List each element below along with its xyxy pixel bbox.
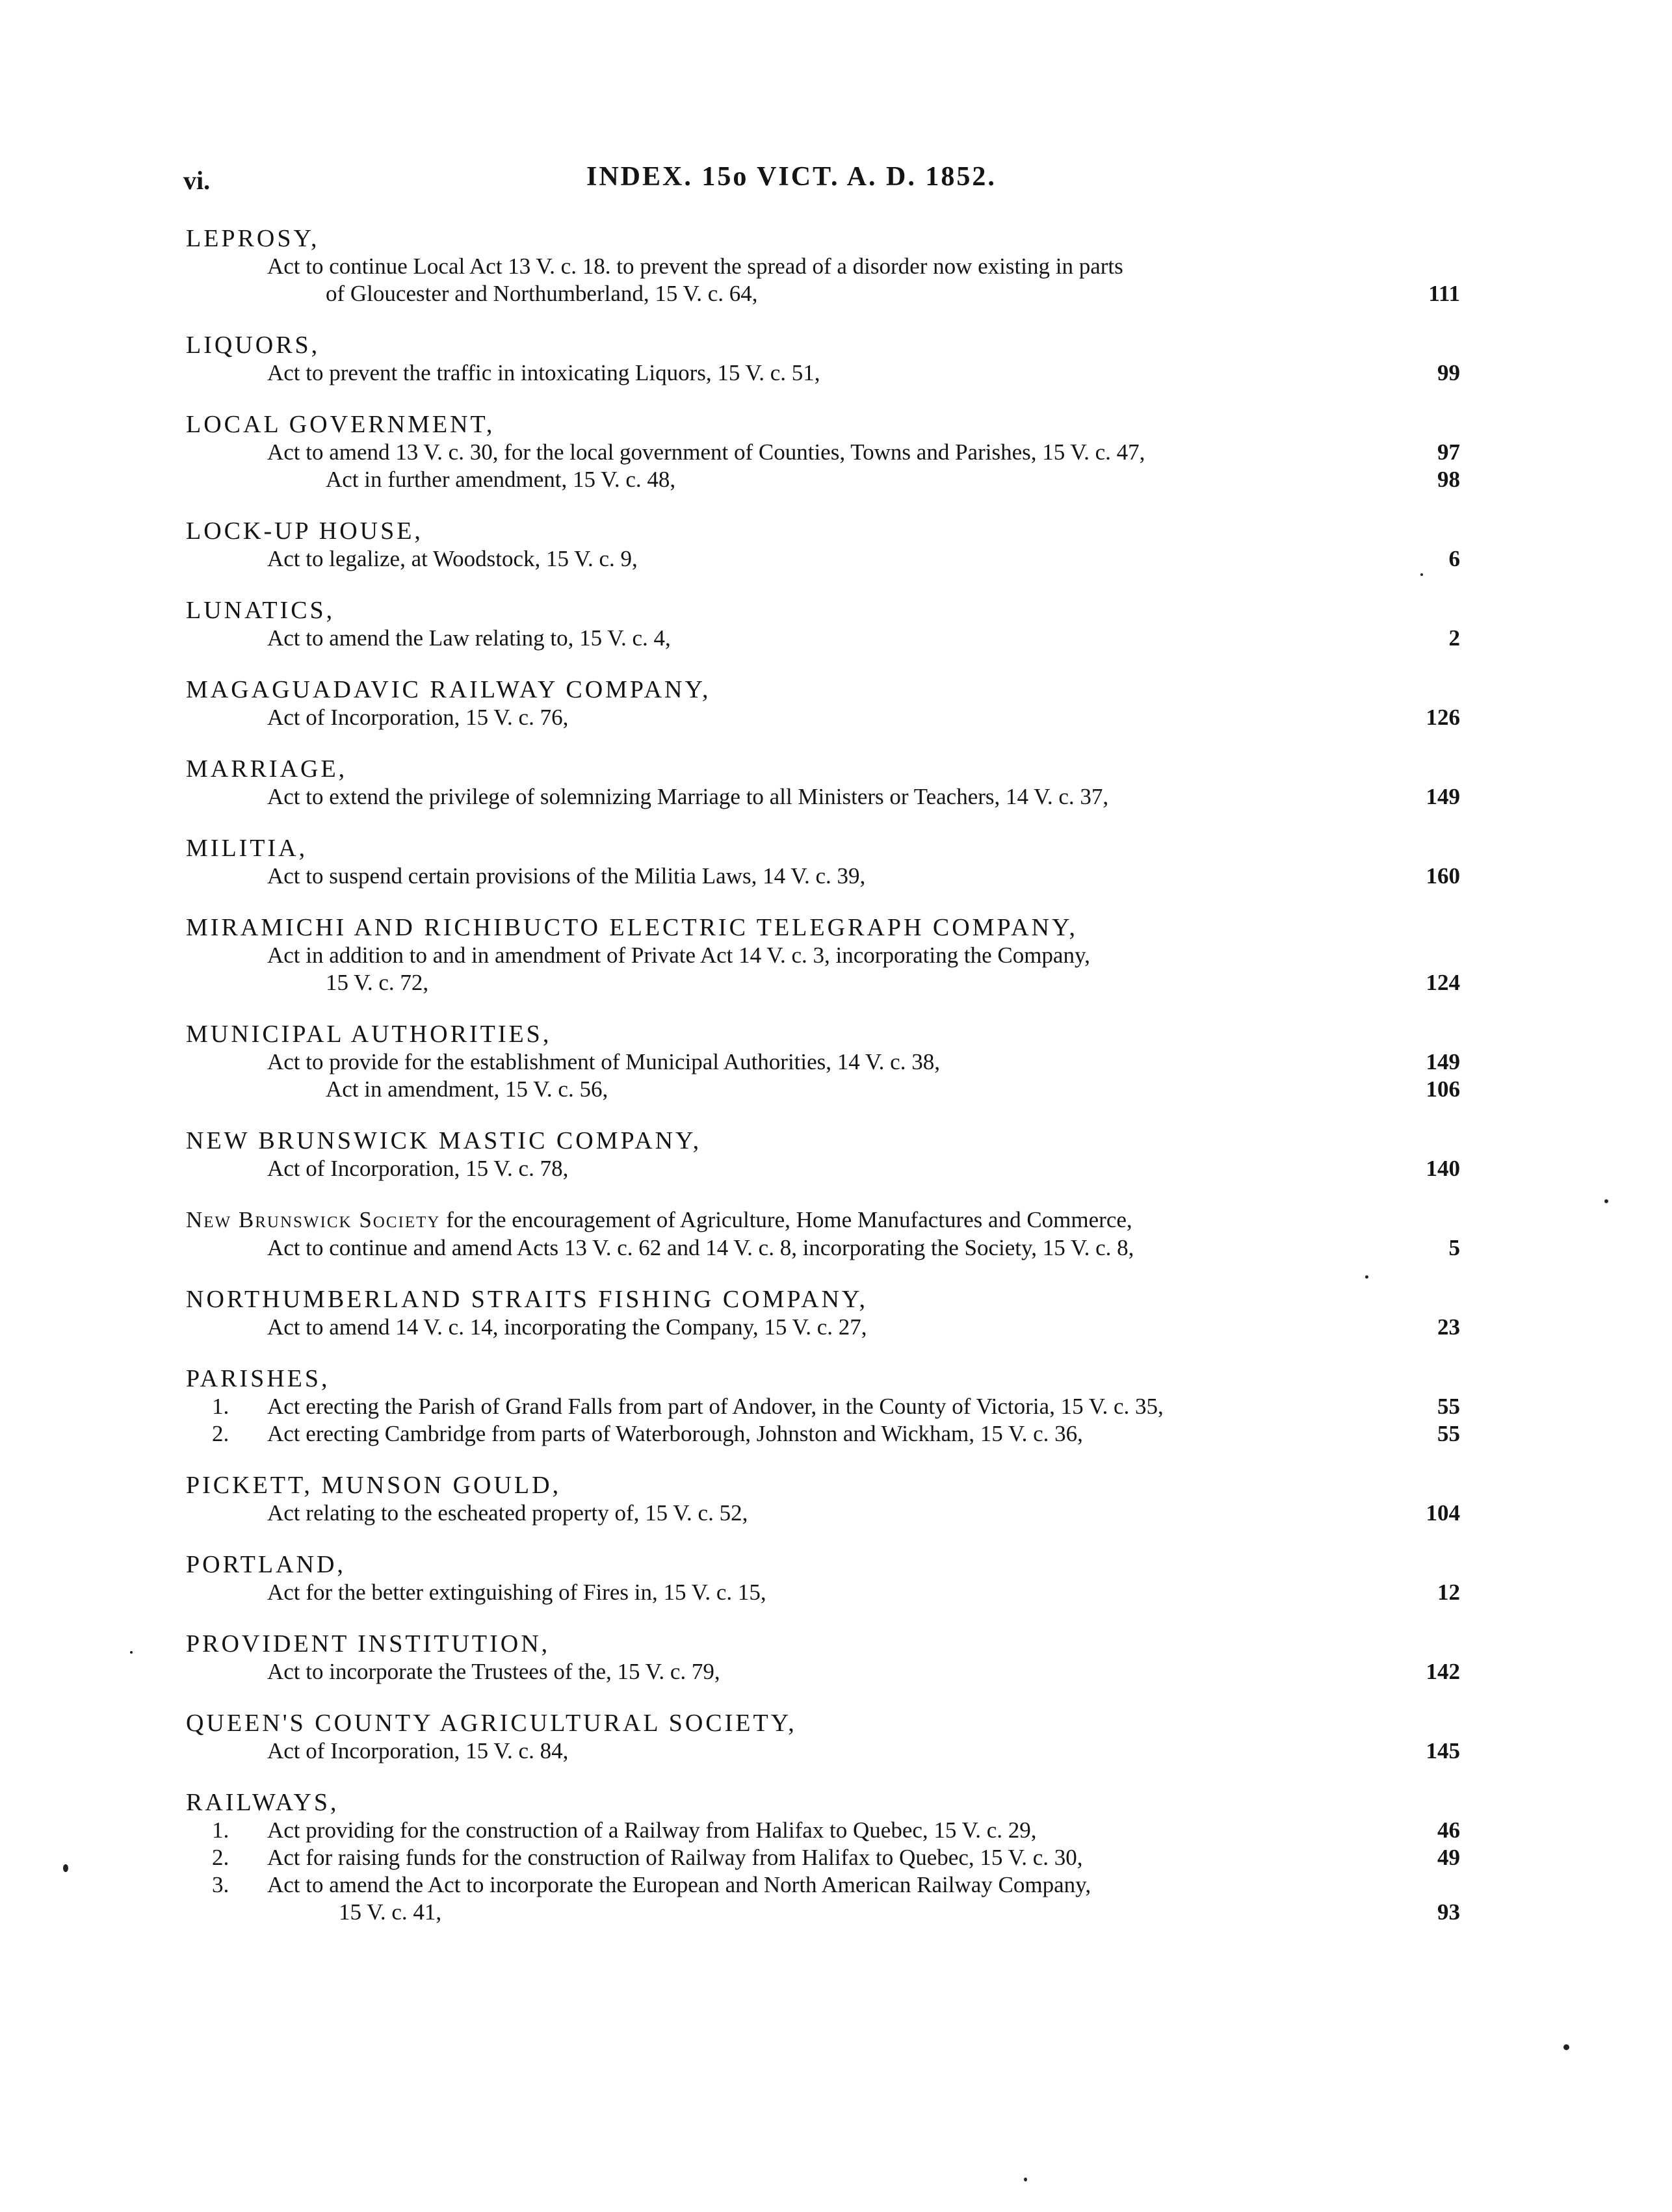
page-number: 149 [1426,784,1460,809]
entry-line [186,1579,1460,1606]
page-number: 149 [1426,1049,1460,1074]
entry-heading: NEW BRUNSWICK MASTIC COMPANY, [186,1127,702,1154]
entry-line-text: 15 V. c. 72, [326,970,429,995]
page-number: 106 [1426,1076,1460,1102]
entry-heading: MILITIA, [186,835,308,862]
entry-line-text: Act of Incorporation, 15 V. c. 76, [267,705,569,730]
entry-line [186,1076,1460,1103]
entry-line-text: Act relating to the escheated property of, 15 V. c. 52, [267,1500,748,1526]
index-entry [186,675,1460,731]
entry-line-text: Act in amendment, 15 V. c. 56, [326,1076,608,1102]
entry-line [186,1658,1460,1685]
entry-line-text: Act to prevent the traffic in intoxicating Liquors, 15 V. c. 51, [267,360,820,385]
entry-heading: PROVIDENT INSTITUTION, [186,1630,551,1658]
page-number: 104 [1426,1500,1460,1526]
page-number: 111 [1428,281,1460,306]
entry-heading: MARRIAGE, [186,755,348,783]
entry-line [186,253,1460,280]
entry-line-text: Act of Incorporation, 15 V. c. 78, [267,1156,569,1181]
page-number: 145 [1426,1738,1460,1763]
entry-heading: MAGAGUADAVIC RAILWAY COMPANY, [186,676,711,703]
page-number: 2 [1448,625,1460,651]
entry-line-number: 2. [212,1421,229,1446]
entry-line [186,704,1460,731]
entry-line-number: 3. [212,1872,229,1897]
entry-line-text: Act to suspend certain provisions of the Militia Laws, 14 V. c. 39, [267,863,866,889]
entry-line-text: Act erecting Cambridge from parts of Waterborough, Johnston and Wickham, 15 V. c. 36, [267,1421,1083,1446]
page-number: 49 [1437,1845,1460,1870]
entry-line [186,1500,1460,1527]
page-number: 97 [1437,439,1460,465]
entry-line-text: Act to continue and amend Acts 13 V. c. 62 and 14 V. c. 8, incorporating the Society, 15 V. c. 8, [267,1235,1134,1260]
entry-heading: PICKETT, MUNSON GOULD, [186,1472,562,1499]
index-entry [186,834,1460,890]
entry-line [186,863,1460,890]
page-number: 160 [1426,863,1460,889]
entry-heading: RAILWAYS, [186,1789,339,1816]
index-entry [186,1020,1460,1103]
page-number: 55 [1437,1394,1460,1419]
entry-heading-text: for the encouragement of Agriculture, Home Manufactures and Commerce, [446,1207,1132,1232]
entry-heading: PARISHES, [186,1365,330,1392]
index-entry [186,1364,1460,1448]
entry-line-text: Act to amend 14 V. c. 14, incorporating the Company, 15 V. c. 27, [267,1314,867,1340]
index-entries [186,224,1460,1949]
page-number: 55 [1437,1421,1460,1446]
entry-line [186,1817,1460,1844]
entry-line [186,1737,1460,1765]
scan-speck [1024,2178,1027,2181]
entry-line [186,625,1460,652]
page-header [183,161,1418,200]
entry-line [186,783,1460,811]
entry-heading: LIQUORS, [186,332,320,359]
index-entry [186,1126,1460,1182]
entry-line [186,1048,1460,1076]
entry-heading: LOCK-UP HOUSE, [186,517,423,545]
entry-line [186,545,1460,573]
page-number: 140 [1426,1156,1460,1181]
index-entry [186,224,1460,307]
entry-line-text: Act to legalize, at Woodstock, 15 V. c. 9, [267,546,638,571]
scan-speck [1604,1199,1608,1203]
entry-line [186,942,1460,969]
entry-line [186,439,1460,466]
entry-line [186,359,1460,387]
entry-line [186,1899,1460,1926]
entry-line-number: 1. [212,1817,229,1843]
page-number: 93 [1437,1899,1460,1925]
index-entry [186,1709,1460,1765]
entry-line-number: 2. [212,1845,229,1870]
entry-line [186,1155,1460,1182]
page-folio: vi. [183,166,211,195]
entry-line [186,1393,1460,1420]
entry-heading: LUNATICS, [186,597,335,624]
entry-line-text: Act of Incorporation, 15 V. c. 84, [267,1738,569,1763]
entry-heading: QUEEN'S COUNTY AGRICULTURAL SOCIETY, [186,1710,797,1737]
entry-line-text: Act to amend 13 V. c. 30, for the local government of Counties, Towns and Parishes, 15 V. c. 47, [267,439,1145,465]
entry-line-text: Act erecting the Parish of Grand Falls from part of Andover, in the County of Victoria, 15 V. c. 35, [267,1394,1164,1419]
page-number: 142 [1426,1659,1460,1684]
index-entry [186,913,1460,996]
entry-line-text: Act to amend the Law relating to, 15 V. c. 4, [267,625,671,651]
index-entry [186,410,1460,493]
scan-speck [1420,573,1423,576]
index-entry [186,1788,1460,1926]
entry-line-text: Act for the better extinguishing of Fires in, 15 V. c. 15, [267,1580,766,1605]
page-number: 5 [1448,1235,1460,1260]
entry-heading [186,1206,1460,1234]
entry-heading: NORTHUMBERLAND STRAITS FISHING COMPANY, [186,1286,868,1313]
index-entry [186,1630,1460,1685]
entry-line-text: Act providing for the construction of a Railway from Halifax to Quebec, 15 V. c. 29, [267,1817,1037,1843]
index-entry [186,596,1460,652]
page-number: 6 [1448,546,1460,571]
entry-line-text: Act to amend the Act to incorporate the European and North American Railway Company, [267,1872,1091,1897]
page-number: 12 [1437,1580,1460,1605]
entry-heading-prefix: New Brunswick Society [186,1207,441,1232]
entry-line-text: Act for raising funds for the construction of Railway from Halifax to Quebec, 15 V. c. 30, [267,1845,1083,1870]
entry-line-text: Act to extend the privilege of solemnizing Marriage to all Ministers or Teachers, 14 V. c. 37, [267,784,1109,809]
index-entry [186,331,1460,387]
entry-line-number: 1. [212,1394,229,1419]
index-entry [186,517,1460,573]
scan-speck [63,1864,68,1872]
entry-line [186,1844,1460,1871]
entry-line [186,280,1460,307]
entry-line [186,1420,1460,1448]
index-entry [186,1285,1460,1341]
entry-line-text: 15 V. c. 41, [339,1899,442,1925]
entry-line-text: Act to continue Local Act 13 V. c. 18. to prevent the spread of a disorder now existing in parts [267,254,1123,279]
page-number: 46 [1437,1817,1460,1843]
entry-line-text: Act in addition to and in amendment of Private Act 14 V. c. 3, incorporating the Company, [267,943,1090,968]
entry-line-text: Act to provide for the establishment of Municipal Authorities, 14 V. c. 38, [267,1049,940,1074]
entry-heading: PORTLAND, [186,1551,346,1578]
scan-speck [1563,2044,1569,2050]
running-title: INDEX. 15o VICT. A. D. 1852. [586,162,997,192]
entry-line-text: of Gloucester and Northumberland, 15 V. c. 64, [326,281,758,306]
index-entry [186,1550,1460,1606]
index-entry [186,755,1460,811]
entry-heading: LEPROSY, [186,225,320,252]
entry-line [186,466,1460,493]
entry-line [186,1314,1460,1341]
entry-heading: MUNICIPAL AUTHORITIES, [186,1021,552,1048]
entry-line-text: Act in further amendment, 15 V. c. 48, [326,467,676,492]
entry-heading: MIRAMICHI AND RICHIBUCTO ELECTRIC TELEGRAPH COMPANY, [186,914,1078,941]
page-number: 98 [1437,467,1460,492]
scan-speck [1365,1275,1368,1279]
page-number: 23 [1437,1314,1460,1340]
scan-speck [130,1651,133,1654]
index-entry [186,1471,1460,1527]
entry-line-text: Act to incorporate the Trustees of the, 15 V. c. 79, [267,1659,720,1684]
index-entry [186,1206,1460,1262]
page-number: 99 [1437,360,1460,385]
entry-heading: LOCAL GOVERNMENT, [186,411,495,438]
page-number: 126 [1426,705,1460,730]
page-number: 124 [1426,970,1460,995]
entry-line [186,1234,1460,1262]
entry-line [186,969,1460,996]
entry-line [186,1871,1460,1899]
